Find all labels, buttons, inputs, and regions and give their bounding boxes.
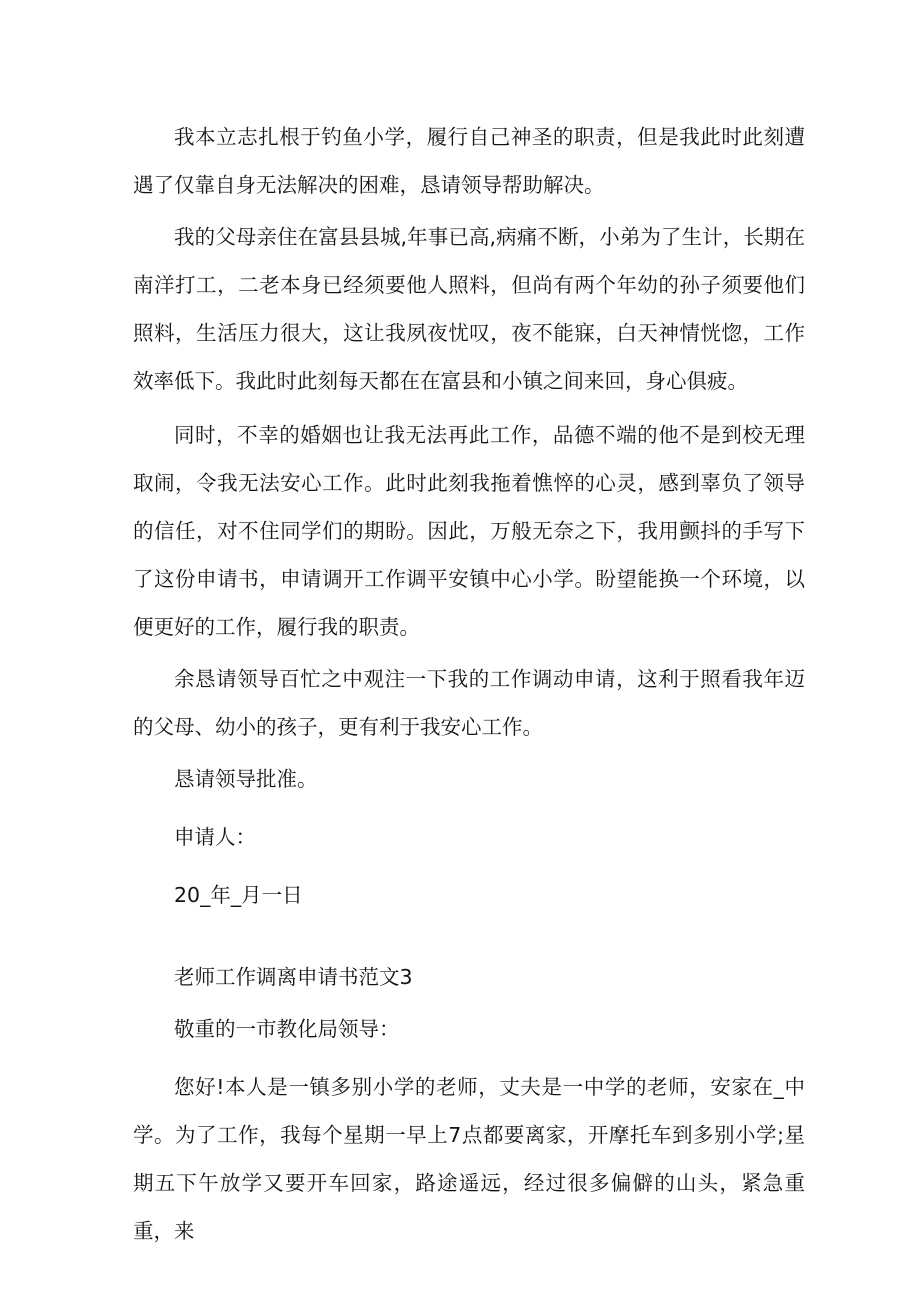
document-body — [133, 113, 805, 1259]
paragraph-3: 同时，不幸的婚姻也让我无法再此工作，品德不端的他不是到校无理取闹，令我无法安心工作。此时此刻我拖着憔悴的心灵，感到辜负了领导的信任，对不住同学们的期盼。因此，万般无奈之下，我用颤抖的手写下了这份申请书，申请调开工作调平安镇中心小学。盼望能换一个环境，以便更好的工作，履行我的职责。 — [133, 423, 805, 639]
salutation: 敬重的一市教化局领导： — [174, 1017, 400, 1041]
section-title: 老师工作调离申请书范文3 — [174, 965, 413, 989]
paragraph-1: 我本立志扎根于钓鱼小学，履行自己神圣的职责，但是我此时此刻遭遇了仅靠自身无法解决的困难，恳请领导帮助解决。 — [133, 125, 805, 197]
paragraph-4: 余恳请领导百忙之中观注一下我的工作调动申请，这利于照看我年迈的父母、幼小的孩子，更有利于我安心工作。 — [133, 667, 805, 739]
date-line: 20_年_月一日 — [174, 883, 303, 907]
body-start-paragraph: 您好!本人是一镇多别小学的老师，丈夫是一中学的老师，安家在_中学。为了工作，我每个星期一早上7点都要离家，开摩托车到多别小学;星期五下午放学又要开车回家，路途遥远，经过很多偏僻的山头，紧急重重，来 — [133, 1075, 805, 1243]
closing-line: 恳请领导批准。 — [174, 767, 318, 791]
applicant-line: 申请人： — [174, 825, 256, 849]
paragraph-2: 我的父母亲住在富县县城,年事已高,病痛不断，小弟为了生计，长期在南洋打工，二老本身已经须要他人照料，但尚有两个年幼的孙子须要他们照料，生活压力很大，这让我夙夜忧叹，夜不能寐，白天神情恍惚，工作效率低下。我此时此刻每天都在在富县和小镇之间来回，身心俱疲。 — [133, 225, 805, 393]
